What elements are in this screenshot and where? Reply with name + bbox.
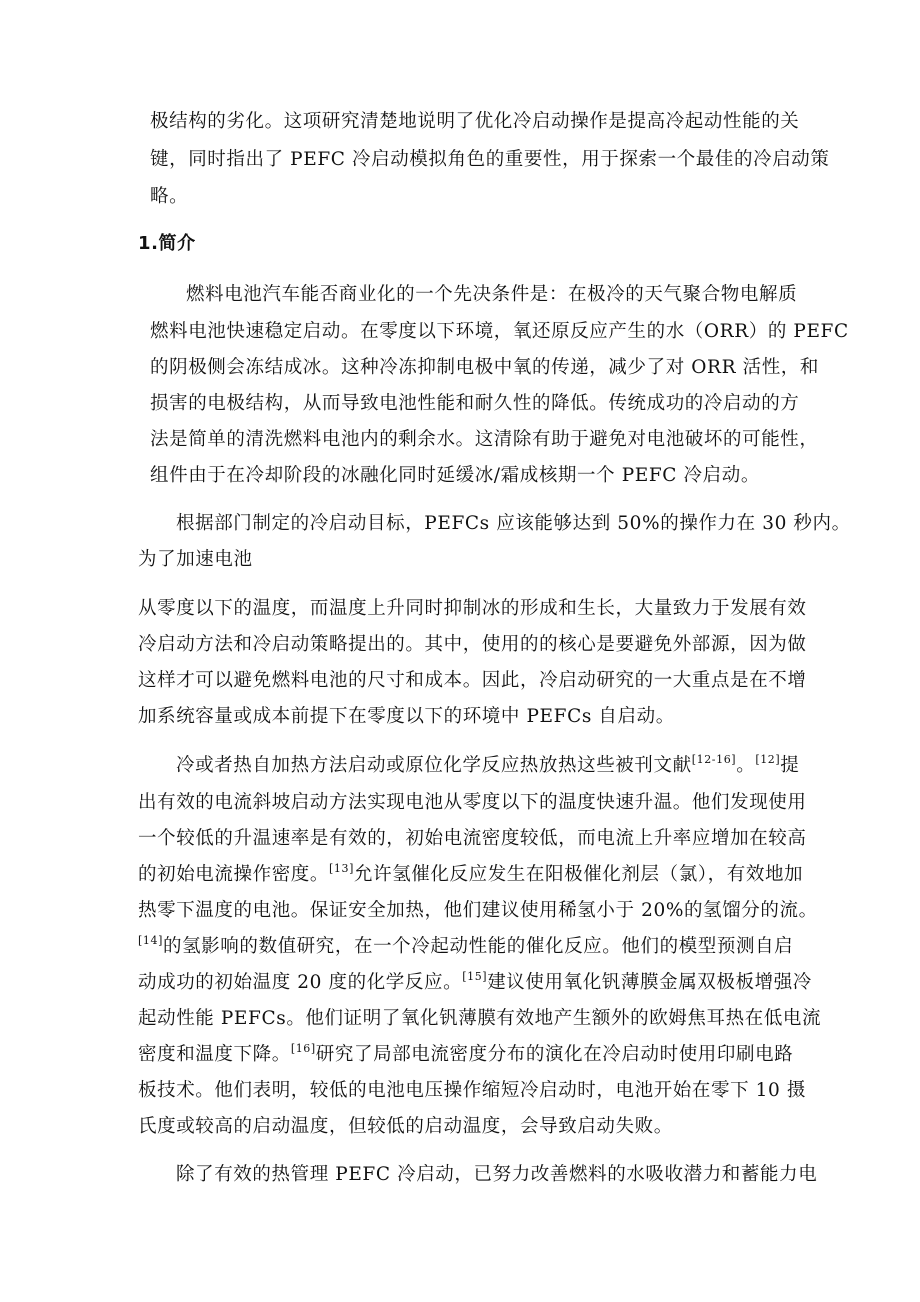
text-line: 热零下温度的电池。保证安全加热，他们建议使用稀氢小于 20%的氢馏分的流。 — [138, 900, 818, 921]
text-line: 加系统容量或成本前提下在零度以下的环境中 PEFCs 自启动。 — [138, 706, 675, 727]
text-run: 冷或者热自加热方法启动或原位化学反应热放热这些被刊文献 — [176, 755, 692, 776]
text-line: 根据部门制定的冷启动目标，PEFCs 应该能够达到 50%的操作力在 30 秒内。 — [176, 513, 851, 534]
text-run: 的氢影响的数值研究，在一个冷起动性能的催化反应。他们的模型预测自启 — [162, 936, 794, 957]
citation: [15] — [462, 970, 488, 983]
text-line: 板技术。他们表明，较低的电池电压操作缩短冷启动时，电池开始在零下 10 摄 — [138, 1080, 807, 1101]
text-line — [138, 1043, 793, 1067]
text-run: 密度和温度下降。 — [138, 1044, 291, 1065]
text-line: 氏度或较高的启动温度，但较低的启动温度，会导致启动失败。 — [138, 1116, 673, 1137]
text-line: 这样才可以避免燃料电池的尺寸和成本。因此，冷启动研究的一大重点是在不增 — [138, 670, 807, 691]
text-line — [176, 754, 799, 778]
text-line — [138, 863, 803, 887]
text-line: 燃料电池快速稳定启动。在零度以下环境，氧还原反应产生的水（ORR）的 PEFC — [150, 321, 849, 342]
citation: [12-16] — [691, 753, 737, 766]
citation: [14] — [138, 934, 163, 947]
text-line: 除了有效的热管理 PEFC 冷启动，已努力改善燃料的水吸收潜力和蓄能力电 — [176, 1164, 818, 1185]
text-line — [138, 935, 793, 959]
text-line: 损害的电极结构，从而导致电池性能和耐久性的降低。传统成功的冷启动的方 — [150, 393, 800, 414]
text-line: 组件由于在冷却阶段的冰融化同时延缓冰/霜成核期一个 PEFC 冷启动。 — [150, 465, 760, 486]
text-run: 建议使用氧化钒薄膜金属双极板增强冷 — [487, 972, 812, 993]
text-line: 的阴极侧会冻结成冰。这种冷冻抑制电极中氧的传递，减少了对 ORR 活性，和 — [150, 357, 819, 378]
text-run: 允许氢催化反应发生在阳极催化剂层（氯），有效地加 — [354, 864, 804, 885]
text-run: 。 — [736, 755, 756, 776]
text-line: 略。 — [150, 186, 189, 207]
citation: [13] — [329, 862, 354, 875]
text-line: 键，同时指出了 PEFC 冷启动模拟角色的重要性，用于探索一个最佳的冷启动策 — [150, 149, 830, 170]
text-run: 研究了局部电流密度分布的演化在冷启动时使用印刷电路 — [315, 1044, 794, 1065]
text-line: 起动性能 PEFCs。他们证明了氧化钒薄膜有效地产生额外的欧姆焦耳热在低电流 — [138, 1008, 822, 1029]
text-line: 冷启动方法和冷启动策略提出的。其中，使用的的核心是要避免外部源，因为做 — [138, 634, 807, 655]
text-run: 提 — [780, 755, 800, 776]
text-line: 极结构的劣化。这项研究清楚地说明了优化冷启动操作是提高冷起动性能的关 — [150, 111, 800, 132]
citation: [12] — [755, 753, 781, 766]
text-run: 动成功的初始温度 20 度的化学反应。 — [138, 972, 463, 993]
text-line: 燃料电池汽车能否商业化的一个先决条件是：在极冷的天气聚合物电解质 — [186, 284, 798, 305]
text-line — [138, 971, 812, 995]
text-run: 的初始电流操作密度。 — [138, 864, 330, 885]
text-line: 出有效的电流斜坡启动方法实现电池从零度以下的温度快速升温。他们发现使用 — [138, 792, 807, 813]
text-line: 为了加速电池 — [138, 549, 253, 570]
text-line: 法是简单的清洗燃料电池内的剩余水。这清除有助于避免对电池破坏的可能性， — [150, 429, 819, 450]
section-heading: 1.简介 — [138, 233, 196, 254]
citation: [16] — [290, 1042, 316, 1055]
text-line: 一个较低的升温速率是有效的，初始电流密度较低，而电流上升率应增加在较高 — [138, 828, 807, 849]
text-line: 从零度以下的温度，而温度上升同时抑制冰的形成和生长，大量致力于发展有效 — [138, 598, 807, 619]
